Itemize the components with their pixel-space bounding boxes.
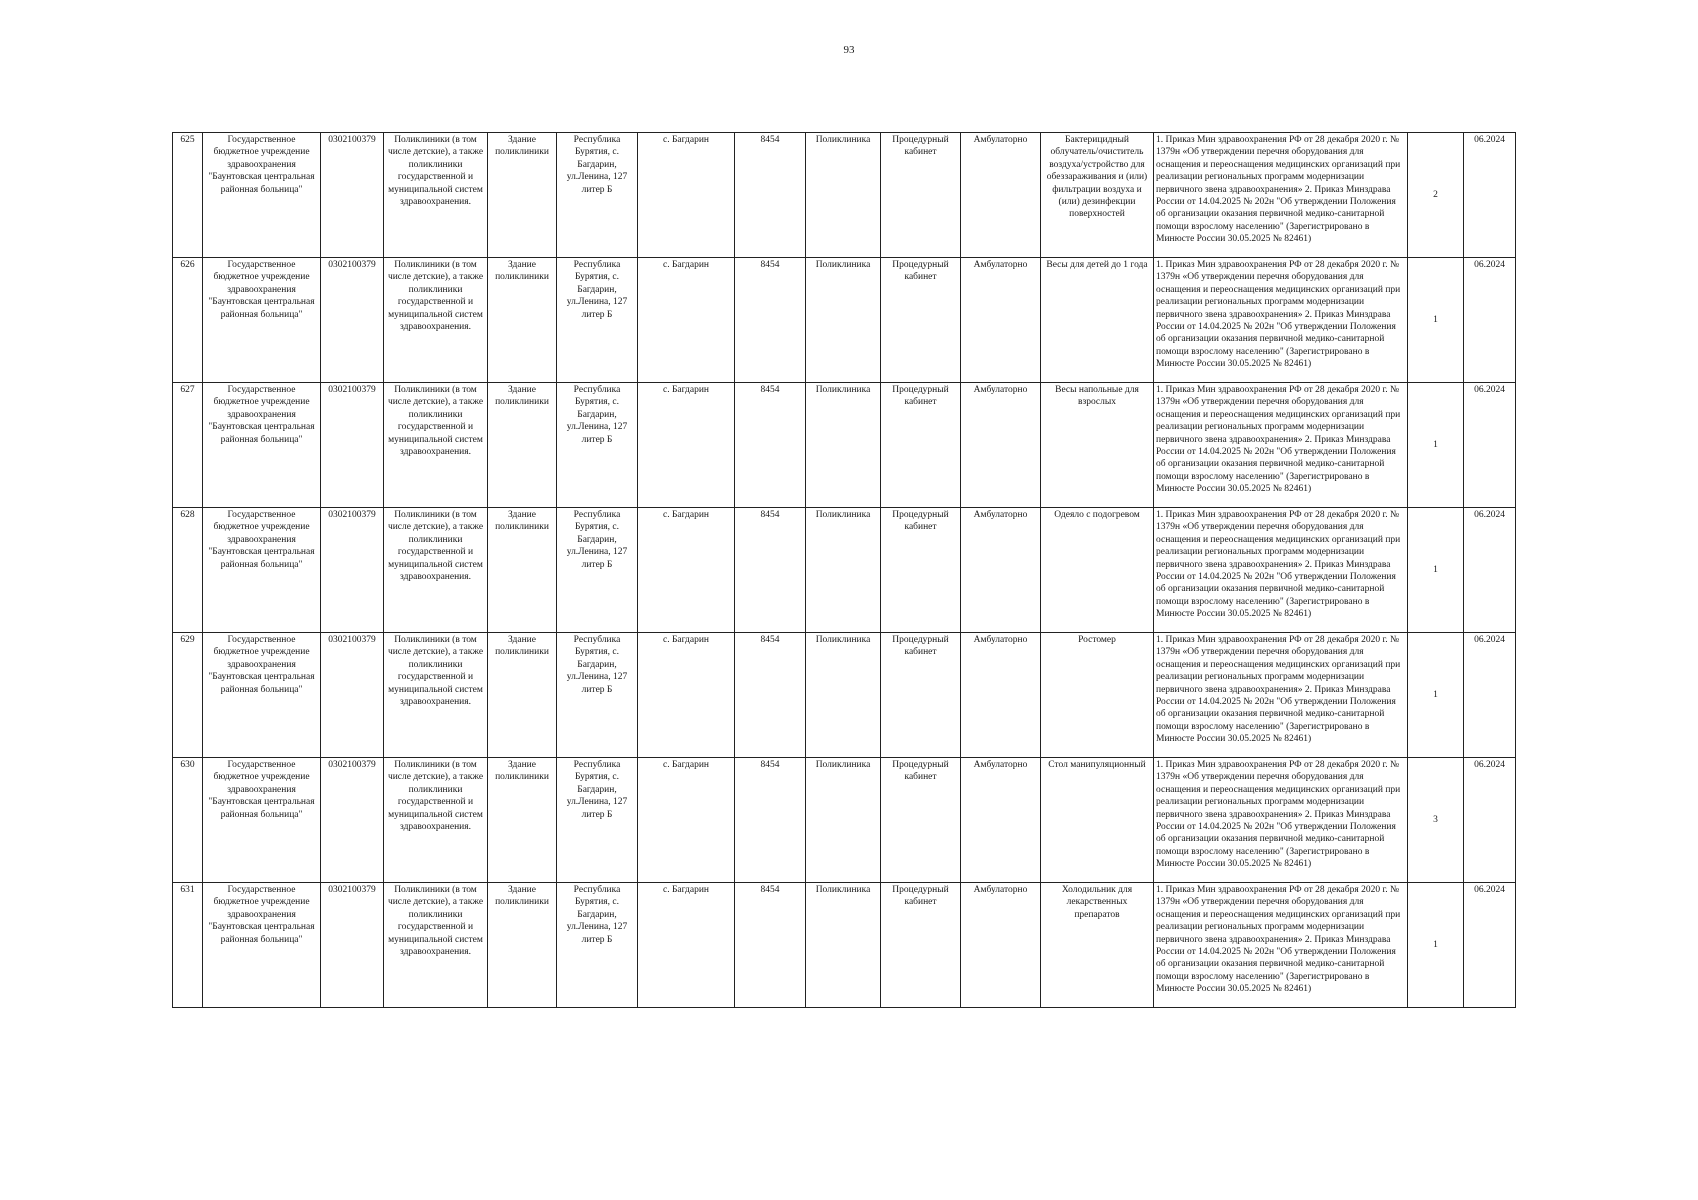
quantity-cell: 1 (1408, 508, 1464, 633)
row-number-cell: 629 (173, 633, 203, 758)
legal-basis-cell: 1. Приказ Мин здравоохранения РФ от 28 декабря 2020 г. № 1379н «Об утверждении перечня оборудования для оснащения и переоснащения медицинских организаций при реализации региональных программ модернизации первичного звена здравоохранения» 2. Приказ Минздрава России от 14.04.2025 № 202н "Об утверждении Положения об организации оказания первичной медико-санитарной помощи взрослому населению" (Зарегистрировано в Минюсте России 30.05.2025 № 82461) (1154, 758, 1408, 883)
organization-name-cell: Государственное бюджетное учреждение здравоохранения "Баунтовская центральная районная больница" (203, 758, 321, 883)
table-row (173, 758, 1516, 883)
settlement-code-cell: 8454 (735, 258, 806, 383)
date-cell: 06.2024 (1464, 258, 1516, 383)
settlement-cell: с. Багдарин (638, 508, 735, 633)
date-cell: 06.2024 (1464, 633, 1516, 758)
building-cell: Здание поликлиники (488, 383, 557, 508)
facility-type-cell: Поликлиники (в том числе детские), а также поликлиники государственной и муниципальной систем здравоохранения. (384, 883, 488, 1008)
care-mode-cell: Амбулаторно (961, 508, 1041, 633)
equipment-name-cell: Весы для детей до 1 года (1041, 258, 1154, 383)
org-code-cell: 0302100379 (321, 633, 384, 758)
quantity-cell: 1 (1408, 883, 1464, 1008)
org-code-cell: 0302100379 (321, 508, 384, 633)
settlement-code-cell: 8454 (735, 383, 806, 508)
facility-type-cell: Поликлиники (в том числе детские), а также поликлиники государственной и муниципальной систем здравоохранения. (384, 258, 488, 383)
row-number-cell: 626 (173, 258, 203, 383)
facility-type-cell: Поликлиники (в том числе детские), а также поликлиники государственной и муниципальной систем здравоохранения. (384, 508, 488, 633)
facility-type-cell: Поликлиники (в том числе детские), а также поликлиники государственной и муниципальной систем здравоохранения. (384, 383, 488, 508)
address-cell: Республика Бурятия, с. Багдарин, ул.Ленина, 127 литер Б (557, 508, 638, 633)
quantity-cell: 3 (1408, 758, 1464, 883)
settlement-cell: с. Багдарин (638, 883, 735, 1008)
unit-cell: Поликлиника (806, 383, 881, 508)
org-code-cell: 0302100379 (321, 133, 384, 258)
facility-type-cell: Поликлиники (в том числе детские), а также поликлиники государственной и муниципальной систем здравоохранения. (384, 133, 488, 258)
organization-name-cell: Государственное бюджетное учреждение здравоохранения "Баунтовская центральная районная больница" (203, 258, 321, 383)
legal-basis-cell: 1. Приказ Мин здравоохранения РФ от 28 декабря 2020 г. № 1379н «Об утверждении перечня оборудования для оснащения и переоснащения медицинских организаций при реализации региональных программ модернизации первичного звена здравоохранения» 2. Приказ Минздрава России от 14.04.2025 № 202н "Об утверждении Положения об организации оказания первичной медико-санитарной помощи взрослому населению" (Зарегистрировано в Минюсте России 30.05.2025 № 82461) (1154, 633, 1408, 758)
settlement-cell: с. Багдарин (638, 133, 735, 258)
org-code-cell: 0302100379 (321, 883, 384, 1008)
table-row (173, 633, 1516, 758)
building-cell: Здание поликлиники (488, 758, 557, 883)
settlement-code-cell: 8454 (735, 883, 806, 1008)
unit-cell: Поликлиника (806, 508, 881, 633)
settlement-cell: с. Багдарин (638, 383, 735, 508)
facility-type-cell: Поликлиники (в том числе детские), а также поликлиники государственной и муниципальной систем здравоохранения. (384, 633, 488, 758)
legal-basis-cell: 1. Приказ Мин здравоохранения РФ от 28 декабря 2020 г. № 1379н «Об утверждении перечня оборудования для оснащения и переоснащения медицинских организаций при реализации региональных программ модернизации первичного звена здравоохранения» 2. Приказ Минздрава России от 14.04.2025 № 202н "Об утверждении Положения об организации оказания первичной медико-санитарной помощи взрослому населению" (Зарегистрировано в Минюсте России 30.05.2025 № 82461) (1154, 383, 1408, 508)
settlement-cell: с. Багдарин (638, 258, 735, 383)
legal-basis-cell: 1. Приказ Мин здравоохранения РФ от 28 декабря 2020 г. № 1379н «Об утверждении перечня оборудования для оснащения и переоснащения медицинских организаций при реализации региональных программ модернизации первичного звена здравоохранения» 2. Приказ Минздрава России от 14.04.2025 № 202н "Об утверждении Положения об организации оказания первичной медико-санитарной помощи взрослому населению" (Зарегистрировано в Минюсте России 30.05.2025 № 82461) (1154, 258, 1408, 383)
room-cell: Процедурный кабинет (881, 508, 961, 633)
legal-basis-cell: 1. Приказ Мин здравоохранения РФ от 28 декабря 2020 г. № 1379н «Об утверждении перечня оборудования для оснащения и переоснащения медицинских организаций при реализации региональных программ модернизации первичного звена здравоохранения» 2. Приказ Минздрава России от 14.04.2025 № 202н "Об утверждении Положения об организации оказания первичной медико-санитарной помощи взрослому населению" (Зарегистрировано в Минюсте России 30.05.2025 № 82461) (1154, 133, 1408, 258)
table-row (173, 883, 1516, 1008)
org-code-cell: 0302100379 (321, 383, 384, 508)
quantity-cell: 1 (1408, 383, 1464, 508)
room-cell: Процедурный кабинет (881, 633, 961, 758)
table-body (173, 133, 1516, 1008)
equipment-name-cell: Бактерицидный облучатель/очиститель воздуха/устройство для обеззараживания и (или) фильтрации воздуха и (или) дезинфекции поверхностей (1041, 133, 1154, 258)
organization-name-cell: Государственное бюджетное учреждение здравоохранения "Баунтовская центральная районная больница" (203, 383, 321, 508)
date-cell: 06.2024 (1464, 508, 1516, 633)
equipment-name-cell: Одеяло с подогревом (1041, 508, 1154, 633)
row-number-cell: 625 (173, 133, 203, 258)
address-cell: Республика Бурятия, с. Багдарин, ул.Ленина, 127 литер Б (557, 133, 638, 258)
address-cell: Республика Бурятия, с. Багдарин, ул.Ленина, 127 литер Б (557, 383, 638, 508)
equipment-name-cell: Стол манипуляционный (1041, 758, 1154, 883)
facility-type-cell: Поликлиники (в том числе детские), а также поликлиники государственной и муниципальной систем здравоохранения. (384, 758, 488, 883)
room-cell: Процедурный кабинет (881, 258, 961, 383)
org-code-cell: 0302100379 (321, 758, 384, 883)
equipment-name-cell: Холодильник для лекарственных препаратов (1041, 883, 1154, 1008)
org-code-cell: 0302100379 (321, 258, 384, 383)
date-cell: 06.2024 (1464, 758, 1516, 883)
table-row (173, 383, 1516, 508)
equipment-name-cell: Весы напольные для взрослых (1041, 383, 1154, 508)
settlement-code-cell: 8454 (735, 758, 806, 883)
legal-basis-cell: 1. Приказ Мин здравоохранения РФ от 28 декабря 2020 г. № 1379н «Об утверждении перечня оборудования для оснащения и переоснащения медицинских организаций при реализации региональных программ модернизации первичного звена здравоохранения» 2. Приказ Минздрава России от 14.04.2025 № 202н "Об утверждении Положения об организации оказания первичной медико-санитарной помощи взрослому населению" (Зарегистрировано в Минюсте России 30.05.2025 № 82461) (1154, 508, 1408, 633)
settlement-code-cell: 8454 (735, 133, 806, 258)
building-cell: Здание поликлиники (488, 883, 557, 1008)
quantity-cell: 2 (1408, 133, 1464, 258)
room-cell: Процедурный кабинет (881, 883, 961, 1008)
room-cell: Процедурный кабинет (881, 758, 961, 883)
care-mode-cell: Амбулаторно (961, 758, 1041, 883)
page-number: 93 (843, 44, 855, 56)
settlement-cell: с. Багдарин (638, 758, 735, 883)
unit-cell: Поликлиника (806, 133, 881, 258)
room-cell: Процедурный кабинет (881, 133, 961, 258)
settlement-code-cell: 8454 (735, 633, 806, 758)
table-row (173, 258, 1516, 383)
room-cell: Процедурный кабинет (881, 383, 961, 508)
date-cell: 06.2024 (1464, 383, 1516, 508)
building-cell: Здание поликлиники (488, 258, 557, 383)
quantity-cell: 1 (1408, 258, 1464, 383)
address-cell: Республика Бурятия, с. Багдарин, ул.Ленина, 127 литер Б (557, 633, 638, 758)
address-cell: Республика Бурятия, с. Багдарин, ул.Ленина, 127 литер Б (557, 758, 638, 883)
building-cell: Здание поликлиники (488, 133, 557, 258)
row-number-cell: 631 (173, 883, 203, 1008)
building-cell: Здание поликлиники (488, 508, 557, 633)
settlement-code-cell: 8454 (735, 508, 806, 633)
organization-name-cell: Государственное бюджетное учреждение здравоохранения "Баунтовская центральная районная больница" (203, 883, 321, 1008)
row-number-cell: 627 (173, 383, 203, 508)
unit-cell: Поликлиника (806, 633, 881, 758)
care-mode-cell: Амбулаторно (961, 633, 1041, 758)
equipment-table (172, 132, 1516, 1008)
building-cell: Здание поликлиники (488, 633, 557, 758)
unit-cell: Поликлиника (806, 758, 881, 883)
organization-name-cell: Государственное бюджетное учреждение здравоохранения "Баунтовская центральная районная больница" (203, 633, 321, 758)
organization-name-cell: Государственное бюджетное учреждение здравоохранения "Баунтовская центральная районная больница" (203, 508, 321, 633)
address-cell: Республика Бурятия, с. Багдарин, ул.Ленина, 127 литер Б (557, 883, 638, 1008)
settlement-cell: с. Багдарин (638, 633, 735, 758)
care-mode-cell: Амбулаторно (961, 883, 1041, 1008)
table-row (173, 508, 1516, 633)
care-mode-cell: Амбулаторно (961, 133, 1041, 258)
unit-cell: Поликлиника (806, 883, 881, 1008)
care-mode-cell: Амбулаторно (961, 258, 1041, 383)
equipment-name-cell: Ростомер (1041, 633, 1154, 758)
legal-basis-cell: 1. Приказ Мин здравоохранения РФ от 28 декабря 2020 г. № 1379н «Об утверждении перечня оборудования для оснащения и переоснащения медицинских организаций при реализации региональных программ модернизации первичного звена здравоохранения» 2. Приказ Минздрава России от 14.04.2025 № 202н "Об утверждении Положения об организации оказания первичной медико-санитарной помощи взрослому населению" (Зарегистрировано в Минюсте России 30.05.2025 № 82461) (1154, 883, 1408, 1008)
address-cell: Республика Бурятия, с. Багдарин, ул.Ленина, 127 литер Б (557, 258, 638, 383)
quantity-cell: 1 (1408, 633, 1464, 758)
table-row (173, 133, 1516, 258)
row-number-cell: 630 (173, 758, 203, 883)
row-number-cell: 628 (173, 508, 203, 633)
date-cell: 06.2024 (1464, 883, 1516, 1008)
organization-name-cell: Государственное бюджетное учреждение здравоохранения "Баунтовская центральная районная больница" (203, 133, 321, 258)
unit-cell: Поликлиника (806, 258, 881, 383)
care-mode-cell: Амбулаторно (961, 383, 1041, 508)
date-cell: 06.2024 (1464, 133, 1516, 258)
